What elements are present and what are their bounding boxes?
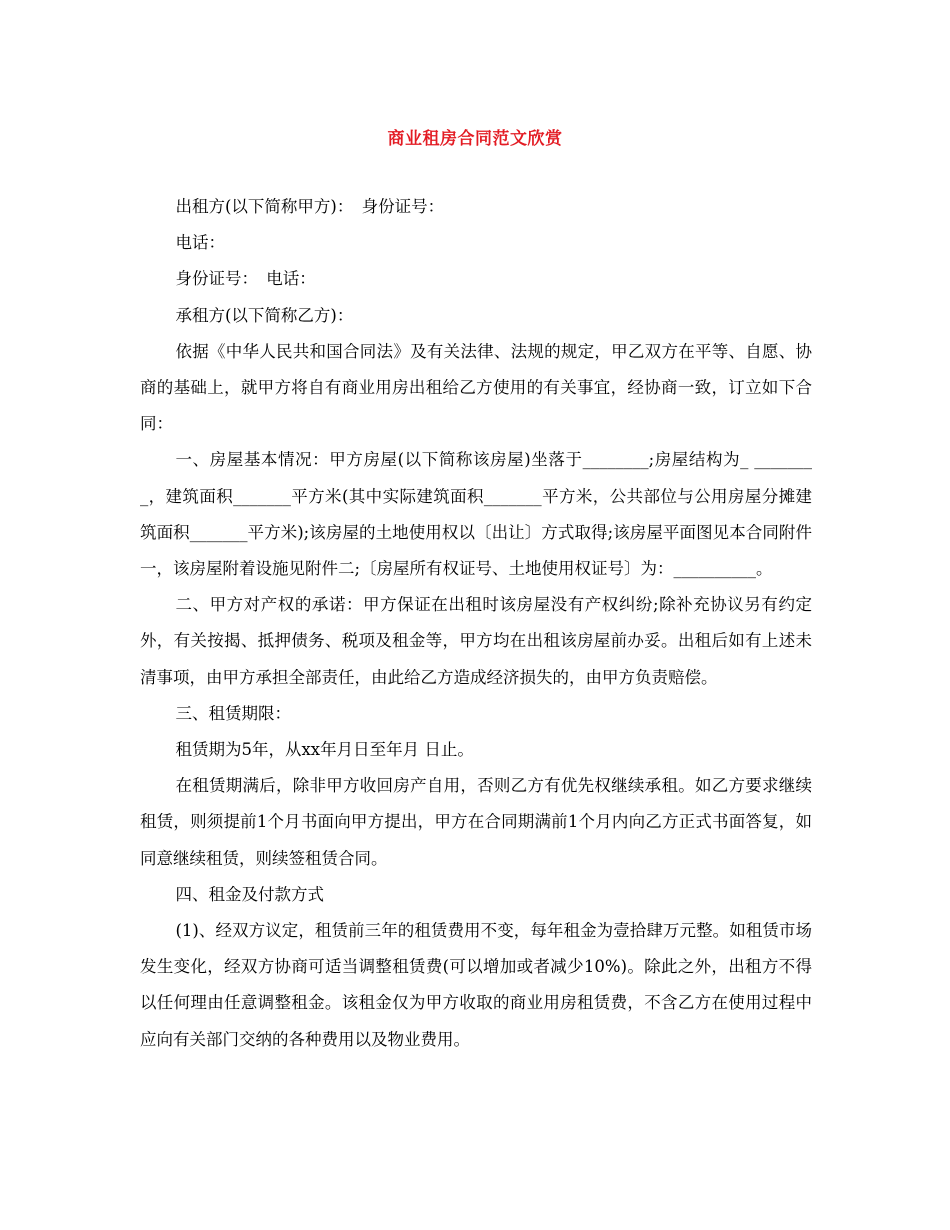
- paragraph-lessee: 承租方(以下简称乙方)：: [175, 305, 354, 325]
- paragraph-renewal: 在租赁期满后，除非甲方收回房产自用，否则乙方有优先权继续承租。如乙方要求继续租赁，则须提前1个月书面向甲方提出，甲方在合同期满前1个月内向乙方正式书面答复，如同意继续租赁，则续签租赁合同。: [140, 776, 812, 868]
- paragraph-term-period: 租赁期为5年，从xx年月日至年月 日止。: [175, 740, 474, 760]
- document-body: [140, 189, 812, 1058]
- paragraph-lessor: 出租方(以下简称甲方)： 身份证号：: [175, 197, 445, 216]
- document-title: 商业租房合同范文欣赏: [387, 129, 563, 149]
- paragraph-property-info: 一、房屋基本情况：甲方房屋(以下简称该房屋)坐落于________;房屋结构为_ ________，建筑面积_______平方米(其中实际建筑面积_______平方米，公共部位与公用房屋分摊建筑面积_______平方米);该房屋的土地使用权以〔出让〕方式取得;该房屋平面图见本合同附件一，该房屋附着设施见附件二;〔房屋所有权证号、土地使用权证号〕为：__________。: [140, 450, 812, 579]
- paragraph-id-phone: 身份证号： 电话：: [175, 269, 316, 289]
- paragraph-phone: 电话：: [175, 233, 225, 253]
- section-heading-term: 三、租赁期限：: [175, 703, 291, 723]
- paragraph-ownership-commitment: 二、甲方对产权的承诺：甲方保证在出租时该房屋没有产权纠纷;除补充协议另有约定外，有关按揭、抵押债务、税项及租金等，甲方均在出租该房屋前办妥。出租后如有上述未清事项，由甲方承担全部责任，由此给乙方造成经济损失的，由甲方负责赔偿。: [140, 595, 812, 687]
- section-heading-rent: 四、租金及付款方式: [175, 884, 324, 904]
- paragraph-rent-terms: (1)、经双方议定，租赁前三年的租赁费用不变，每年租金为壹拾肆万元整。如租赁市场发生变化，经双方协商可适当调整租赁费(可以增加或者减少10%)。除此之外，出租方不得以任何理由任意调整租金。该租金仅为甲方收取的商业用房租赁费，不含乙方在使用过程中应向有关部门交纳的各种费用以及物业费用。: [140, 921, 812, 1049]
- paragraph-basis: 依据《中华人民共和国合同法》及有关法律、法规的规定，甲乙双方在平等、自愿、协商的基础上，就甲方将自有商业用房出租给乙方使用的有关事宜，经协商一致，订立如下合同：: [140, 341, 812, 434]
